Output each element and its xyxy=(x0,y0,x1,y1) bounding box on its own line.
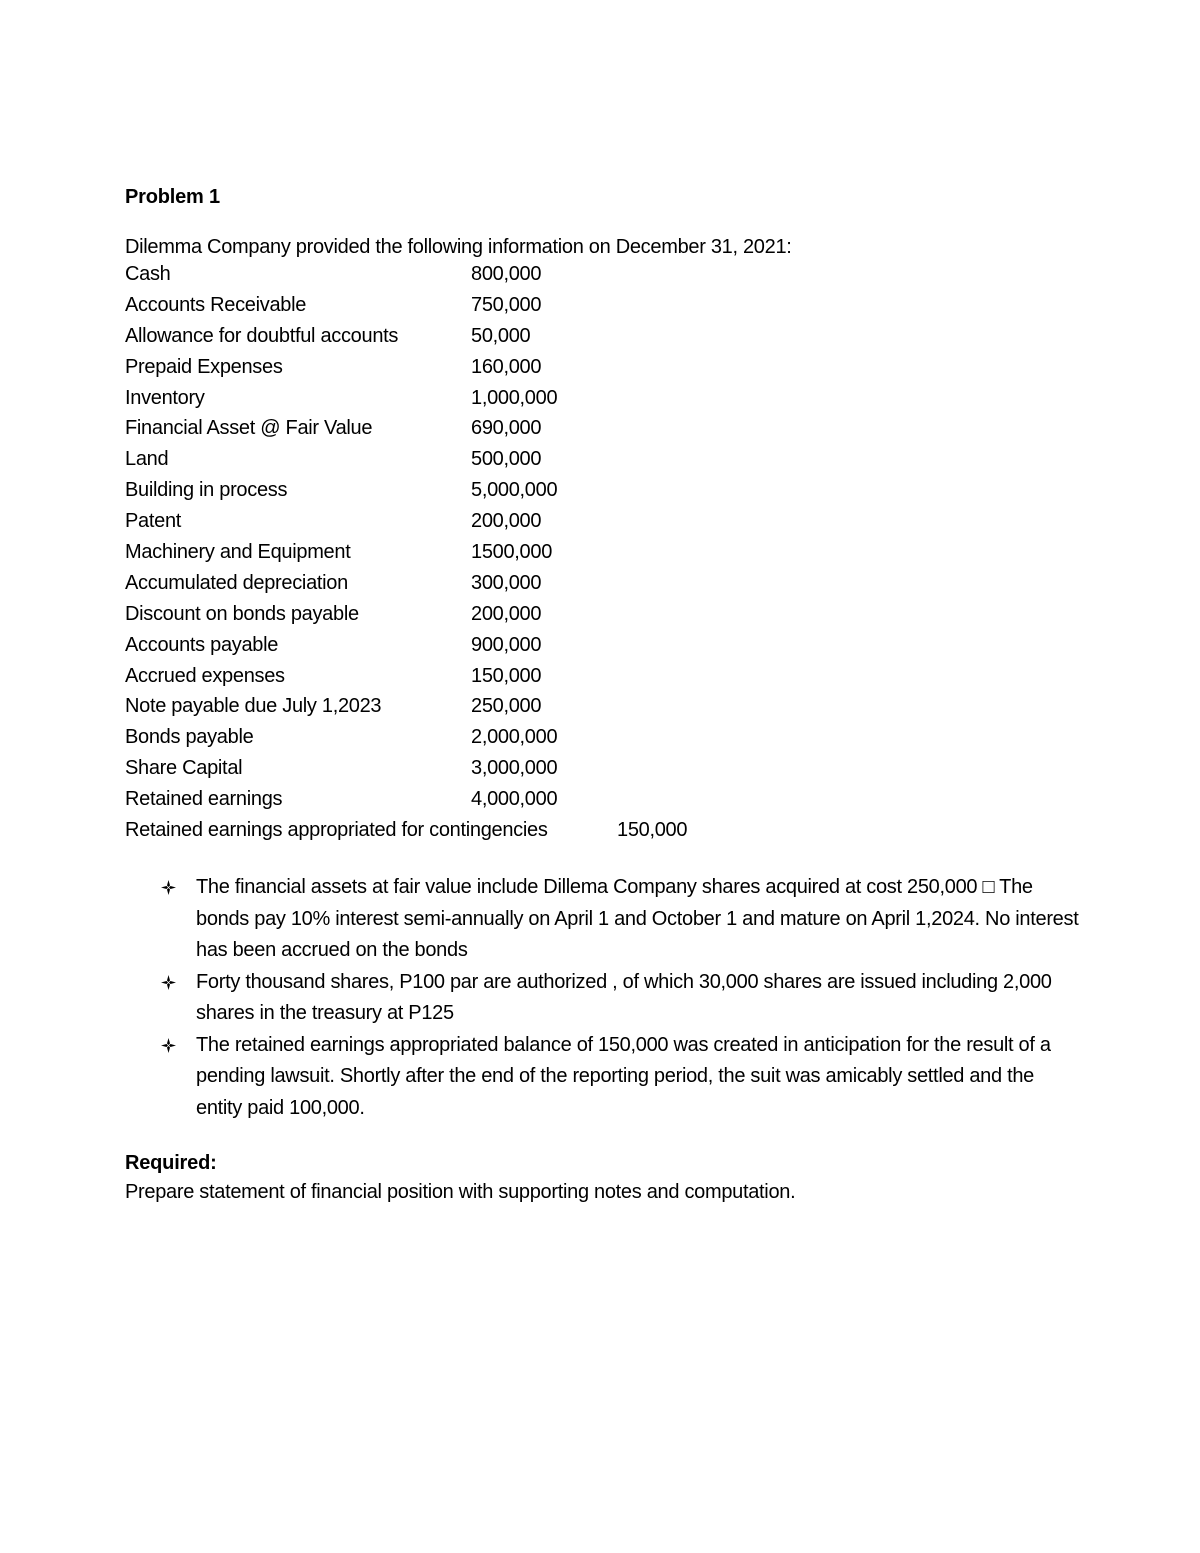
account-label: Land xyxy=(125,448,169,471)
account-label: Note payable due July 1,2023 xyxy=(125,695,382,718)
account-row xyxy=(125,757,825,788)
account-value: 690,000 xyxy=(471,417,542,440)
account-row xyxy=(125,603,825,634)
account-label: Accrued expenses xyxy=(125,664,285,687)
account-label: Accounts payable xyxy=(125,633,279,656)
account-value: 200,000 xyxy=(471,602,542,625)
account-label: Bonds payable xyxy=(125,726,254,749)
note-text: Forty thousand shares, P100 par are authorized , of which 30,000 shares are issued including 2,000 shares in the treasury at P125 xyxy=(196,970,1052,1024)
account-label: Retained earnings xyxy=(125,788,283,811)
account-label: Prepaid Expenses xyxy=(125,355,283,378)
account-row xyxy=(125,634,825,665)
account-value: 160,000 xyxy=(471,355,542,378)
account-row xyxy=(125,665,825,696)
account-label: Accounts Receivable xyxy=(125,293,307,316)
notes-list xyxy=(125,872,1085,1124)
account-row xyxy=(125,541,825,572)
account-value: 300,000 xyxy=(471,571,542,594)
account-value: 250,000 xyxy=(471,695,542,718)
account-row xyxy=(125,356,825,387)
account-row xyxy=(125,695,825,726)
note-item xyxy=(125,1030,1085,1125)
account-row xyxy=(125,819,825,850)
account-label: Inventory xyxy=(125,386,205,409)
account-row xyxy=(125,387,825,418)
account-value: 150,000 xyxy=(617,819,688,842)
account-row xyxy=(125,325,825,356)
account-label: Building in process xyxy=(125,479,288,502)
account-label: Retained earnings appropriated for contingencies xyxy=(125,819,548,842)
account-row xyxy=(125,294,825,325)
account-label: Machinery and Equipment xyxy=(125,541,351,564)
account-label: Allowance for doubtful accounts xyxy=(125,324,399,347)
account-list xyxy=(125,263,825,850)
account-label: Financial Asset @ Fair Value xyxy=(125,417,373,440)
diamond-bullet-icon xyxy=(161,872,181,904)
account-value: 800,000 xyxy=(471,263,542,285)
account-row xyxy=(125,788,825,819)
account-row xyxy=(125,417,825,448)
account-row xyxy=(125,448,825,479)
account-label: Cash xyxy=(125,263,171,285)
account-value: 200,000 xyxy=(471,510,542,533)
account-row xyxy=(125,726,825,757)
account-value: 3,000,000 xyxy=(471,757,558,780)
note-item xyxy=(125,967,1085,1030)
account-row xyxy=(125,479,825,510)
problem-title: Problem 1 xyxy=(125,186,220,208)
account-row xyxy=(125,510,825,541)
problem-intro: Dilemma Company provided the following information on December 31, 2021: xyxy=(125,236,792,258)
required-heading: Required: xyxy=(125,1152,217,1174)
account-value: 50,000 xyxy=(471,324,531,347)
note-text: The financial assets at fair value include Dillema Company shares acquired at cost 250,000 □ The bonds pay 10% interest semi-annually on April 1 and October 1 and mature on April 1,2024. No interest has been accrued on the bonds xyxy=(196,876,1079,961)
note-item xyxy=(125,872,1085,967)
account-label: Patent xyxy=(125,510,182,533)
diamond-bullet-icon xyxy=(161,967,181,999)
account-value: 1500,000 xyxy=(471,541,553,564)
account-value: 5,000,000 xyxy=(471,479,558,502)
account-value: 2,000,000 xyxy=(471,726,558,749)
account-value: 500,000 xyxy=(471,448,542,471)
required-instruction: Prepare statement of financial position with supporting notes and computation. xyxy=(125,1181,796,1203)
account-value: 150,000 xyxy=(471,664,542,687)
account-label: Accumulated depreciation xyxy=(125,571,348,594)
account-row xyxy=(125,263,825,294)
diamond-bullet-icon xyxy=(161,1030,181,1062)
account-label: Share Capital xyxy=(125,757,243,780)
account-value: 1,000,000 xyxy=(471,386,558,409)
account-value: 750,000 xyxy=(471,293,542,316)
account-value: 4,000,000 xyxy=(471,788,558,811)
account-row xyxy=(125,572,825,603)
account-value: 900,000 xyxy=(471,633,542,656)
account-label: Discount on bonds payable xyxy=(125,602,359,625)
note-text: The retained earnings appropriated balance of 150,000 was created in anticipation for the result of a pending lawsuit. Shortly after the end of the reporting period, the suit was amicably settled and the entity paid 100,000. xyxy=(196,1033,1051,1119)
